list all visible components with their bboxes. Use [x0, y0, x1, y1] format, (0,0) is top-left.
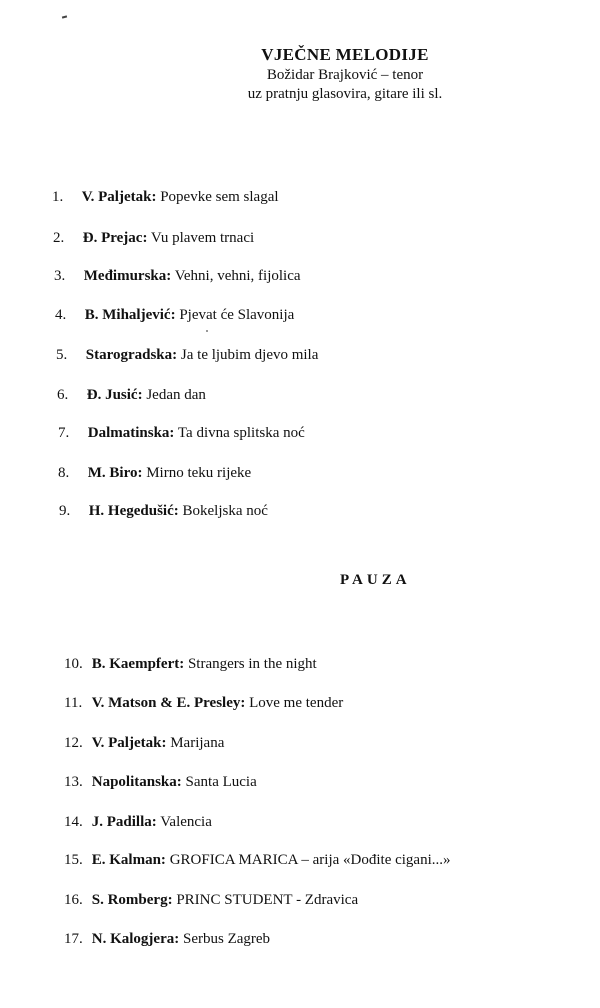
item-number: 17.	[64, 931, 83, 947]
program-item	[52, 188, 279, 206]
scan-speck	[62, 15, 67, 18]
item-composer: V. Matson & E. Presley:	[91, 695, 246, 711]
item-composer: J. Padilla:	[91, 814, 157, 830]
item-title: Love me tender	[249, 695, 344, 711]
program-item	[55, 306, 294, 324]
item-composer: N. Kalogjera:	[91, 931, 180, 947]
scan-speck	[206, 330, 208, 332]
program-item	[58, 464, 251, 482]
item-number: 13.	[64, 774, 83, 790]
item-composer: Napolitanska:	[91, 774, 182, 790]
item-title: Bokeljska noć	[182, 503, 268, 519]
program-item	[57, 386, 206, 404]
program-item	[64, 773, 257, 791]
item-title: Vehni, vehni, fijolica	[174, 268, 301, 284]
program-item	[64, 655, 317, 673]
item-title: Popevke sem slagal	[160, 189, 279, 205]
item-title: Ta divna splitska noć	[177, 425, 305, 441]
item-composer: Đ. Prejac:	[82, 230, 148, 246]
item-number: 12.	[64, 735, 83, 751]
program-item	[64, 734, 224, 752]
item-number: 1.	[52, 189, 64, 205]
program-title: VJEČNE MELODIJE	[261, 45, 429, 64]
item-composer: E. Kalman:	[91, 852, 166, 868]
item-title: Pjevat će Slavonija	[179, 307, 295, 323]
item-composer: Dalmatinska:	[87, 425, 175, 441]
item-number: 3.	[54, 268, 66, 284]
program-header	[200, 44, 490, 104]
program-item	[64, 694, 343, 712]
item-number: 6.	[57, 387, 69, 403]
item-number: 8.	[58, 465, 70, 481]
program-item	[58, 424, 305, 442]
item-composer: Starogradska:	[85, 347, 178, 363]
program-item	[64, 813, 212, 831]
item-title: Vu plavem trnaci	[150, 230, 255, 246]
item-number: 15.	[64, 852, 83, 868]
item-composer: M. Biro:	[87, 465, 143, 481]
item-number: 5.	[56, 347, 68, 363]
program-item	[56, 346, 318, 364]
accompaniment-line: uz pratnju glasovira, gitare ili sl.	[247, 86, 443, 102]
item-number: 11.	[64, 695, 83, 711]
item-composer: H. Hegedušić:	[88, 503, 179, 519]
item-number: 9.	[59, 503, 71, 519]
program-item	[64, 930, 270, 948]
item-composer: S. Romberg:	[91, 892, 173, 908]
item-composer: V. Paljetak:	[91, 735, 167, 751]
item-title: Ja te ljubim djevo mila	[180, 347, 319, 363]
item-title: Marijana	[170, 735, 225, 751]
item-title: Jedan dan	[146, 387, 206, 403]
item-title: GROFICA MARICA – arija «Dođite cigani...»	[169, 852, 451, 868]
pause-label: PAUZA	[340, 572, 411, 588]
item-title: Valencia	[160, 814, 212, 830]
item-title: PRINC STUDENT - Zdravica	[176, 892, 359, 908]
item-number: 14.	[64, 814, 83, 830]
item-number: 7.	[58, 425, 70, 441]
item-composer: B. Mihaljević:	[84, 307, 176, 323]
item-composer: V. Paljetak:	[81, 189, 157, 205]
item-title: Strangers in the night	[187, 656, 317, 672]
item-composer: Međimurska:	[83, 268, 172, 284]
item-number: 2.	[53, 230, 65, 246]
item-title: Serbus Zagreb	[182, 931, 271, 947]
item-number: 4.	[55, 307, 67, 323]
item-number: 16.	[64, 892, 83, 908]
program-item	[53, 229, 254, 247]
program-item	[64, 891, 358, 909]
item-number: 10.	[64, 656, 83, 672]
item-composer: B. Kaempfert:	[91, 656, 185, 672]
program-item	[54, 267, 301, 285]
program-item	[64, 851, 451, 869]
item-title: Santa Lucia	[185, 774, 257, 790]
program-item	[59, 502, 268, 520]
item-composer: Đ. Jusić:	[86, 387, 143, 403]
performer-line: Božidar Brajković – tenor	[266, 67, 424, 83]
item-title: Mirno teku rijeke	[146, 465, 252, 481]
